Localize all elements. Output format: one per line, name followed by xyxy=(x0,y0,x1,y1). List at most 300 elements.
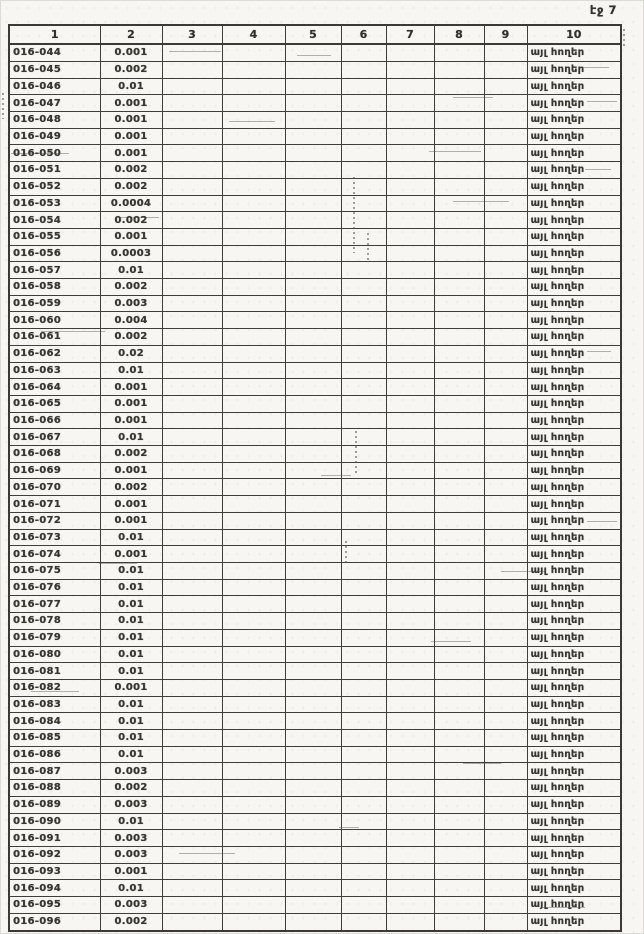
cell-empty xyxy=(162,746,222,763)
table-row xyxy=(9,846,621,863)
cell-empty xyxy=(484,713,527,730)
cell-empty xyxy=(341,61,386,78)
cell-empty xyxy=(285,128,341,145)
table-row xyxy=(9,613,621,630)
cell-empty xyxy=(222,112,285,129)
cell-empty xyxy=(386,713,434,730)
cell-empty xyxy=(386,546,434,563)
cell-empty xyxy=(285,112,341,129)
cell-empty xyxy=(162,629,222,646)
cell-area-value: 0.001 xyxy=(100,228,162,245)
cell-empty xyxy=(434,730,484,747)
cell-empty xyxy=(222,679,285,696)
cell-parcel-code: 016-077 xyxy=(9,596,100,613)
cell-empty xyxy=(162,362,222,379)
cell-empty xyxy=(386,613,434,630)
cell-empty xyxy=(162,763,222,780)
cell-empty xyxy=(285,512,341,529)
cell-empty xyxy=(434,813,484,830)
cell-empty xyxy=(341,479,386,496)
scan-smudge xyxy=(623,29,625,47)
cell-empty xyxy=(434,897,484,914)
cell-empty xyxy=(484,95,527,112)
cell-empty xyxy=(434,846,484,863)
cell-empty xyxy=(434,713,484,730)
cell-empty xyxy=(341,846,386,863)
cell-empty xyxy=(162,145,222,162)
cell-empty xyxy=(386,178,434,195)
cell-empty xyxy=(341,813,386,830)
cell-empty xyxy=(285,395,341,412)
table-row xyxy=(9,596,621,613)
cell-empty xyxy=(341,412,386,429)
cell-land-type: այլ հողեր xyxy=(527,646,621,663)
cell-land-type: այլ հողեր xyxy=(527,696,621,713)
cell-empty xyxy=(434,496,484,513)
cell-empty xyxy=(386,897,434,914)
cell-empty xyxy=(386,596,434,613)
cell-area-value: 0.002 xyxy=(100,178,162,195)
cell-area-value: 0.001 xyxy=(100,145,162,162)
cell-parcel-code: 016-066 xyxy=(9,412,100,429)
cell-land-type: այլ հողեր xyxy=(527,329,621,346)
cell-empty xyxy=(222,295,285,312)
cell-empty xyxy=(434,429,484,446)
cell-empty xyxy=(162,596,222,613)
cell-empty xyxy=(285,763,341,780)
cell-empty xyxy=(162,61,222,78)
cell-parcel-code: 016-093 xyxy=(9,863,100,880)
cell-area-value: 0.002 xyxy=(100,479,162,496)
cell-empty xyxy=(386,629,434,646)
cell-empty xyxy=(434,863,484,880)
cell-empty xyxy=(434,529,484,546)
cell-empty xyxy=(386,44,434,61)
cell-empty xyxy=(341,897,386,914)
cell-parcel-code: 016-058 xyxy=(9,279,100,296)
cell-empty xyxy=(434,462,484,479)
cell-empty xyxy=(162,345,222,362)
table-row xyxy=(9,395,621,412)
cell-empty xyxy=(341,763,386,780)
cell-empty xyxy=(434,329,484,346)
cell-empty xyxy=(484,496,527,513)
cell-area-value: 0.002 xyxy=(100,780,162,797)
cell-parcel-code: 016-092 xyxy=(9,846,100,863)
cell-parcel-code: 016-073 xyxy=(9,529,100,546)
cell-empty xyxy=(222,212,285,229)
cell-empty xyxy=(484,629,527,646)
table-row xyxy=(9,863,621,880)
cell-parcel-code: 016-081 xyxy=(9,663,100,680)
cell-empty xyxy=(222,479,285,496)
cell-area-value: 0.002 xyxy=(100,446,162,463)
cell-empty xyxy=(341,262,386,279)
cell-empty xyxy=(341,379,386,396)
cell-empty xyxy=(162,679,222,696)
cell-parcel-code: 016-051 xyxy=(9,162,100,179)
cell-empty xyxy=(285,679,341,696)
cell-parcel-code: 016-055 xyxy=(9,228,100,245)
cell-empty xyxy=(341,245,386,262)
table-row xyxy=(9,780,621,797)
cell-parcel-code: 016-090 xyxy=(9,813,100,830)
cell-empty xyxy=(434,212,484,229)
cell-empty xyxy=(285,312,341,329)
cell-empty xyxy=(484,212,527,229)
cell-empty xyxy=(386,880,434,897)
cell-empty xyxy=(162,379,222,396)
cell-empty xyxy=(434,61,484,78)
cell-empty xyxy=(162,846,222,863)
cell-land-type: այլ հողեր xyxy=(527,446,621,463)
cell-land-type: այլ հողեր xyxy=(527,746,621,763)
table-row xyxy=(9,763,621,780)
cell-empty xyxy=(434,345,484,362)
cell-empty xyxy=(162,897,222,914)
cell-empty xyxy=(484,312,527,329)
land-register-table xyxy=(8,24,622,932)
cell-empty xyxy=(162,295,222,312)
cell-empty xyxy=(341,646,386,663)
cell-empty xyxy=(285,780,341,797)
column-header-10: 10 xyxy=(527,25,621,44)
cell-empty xyxy=(341,362,386,379)
cell-empty xyxy=(386,262,434,279)
cell-area-value: 0.003 xyxy=(100,763,162,780)
cell-empty xyxy=(434,44,484,61)
cell-empty xyxy=(162,780,222,797)
cell-parcel-code: 016-061 xyxy=(9,329,100,346)
cell-empty xyxy=(386,446,434,463)
cell-empty xyxy=(222,562,285,579)
cell-empty xyxy=(484,479,527,496)
cell-land-type: այլ հողեր xyxy=(527,44,621,61)
cell-land-type: այլ հողեր xyxy=(527,579,621,596)
cell-empty xyxy=(222,663,285,680)
cell-parcel-code: 016-070 xyxy=(9,479,100,496)
cell-empty xyxy=(386,95,434,112)
cell-empty xyxy=(222,195,285,212)
cell-empty xyxy=(484,345,527,362)
cell-area-value: 0.01 xyxy=(100,579,162,596)
cell-area-value: 0.003 xyxy=(100,830,162,847)
cell-land-type: այլ հողեր xyxy=(527,95,621,112)
cell-empty xyxy=(386,345,434,362)
cell-empty xyxy=(162,279,222,296)
cell-empty xyxy=(386,245,434,262)
cell-land-type: այլ հողեր xyxy=(527,128,621,145)
column-header-9: 9 xyxy=(484,25,527,44)
cell-land-type: այլ հողեր xyxy=(527,212,621,229)
cell-empty xyxy=(162,830,222,847)
cell-parcel-code: 016-056 xyxy=(9,245,100,262)
cell-empty xyxy=(484,462,527,479)
cell-empty xyxy=(341,546,386,563)
cell-empty xyxy=(386,562,434,579)
table-row xyxy=(9,880,621,897)
cell-land-type: այլ հողեր xyxy=(527,279,621,296)
cell-empty xyxy=(162,429,222,446)
table-row xyxy=(9,646,621,663)
cell-empty xyxy=(222,746,285,763)
cell-area-value: 0.01 xyxy=(100,730,162,747)
cell-empty xyxy=(386,679,434,696)
cell-empty xyxy=(386,663,434,680)
cell-empty xyxy=(162,880,222,897)
cell-empty xyxy=(222,462,285,479)
cell-land-type: այլ հողեր xyxy=(527,78,621,95)
cell-empty xyxy=(386,162,434,179)
cell-land-type: այլ հողեր xyxy=(527,613,621,630)
cell-empty xyxy=(162,312,222,329)
cell-empty xyxy=(434,679,484,696)
cell-empty xyxy=(386,312,434,329)
cell-area-value: 0.002 xyxy=(100,913,162,931)
cell-empty xyxy=(484,145,527,162)
cell-empty xyxy=(285,663,341,680)
cell-empty xyxy=(162,546,222,563)
table-row xyxy=(9,362,621,379)
cell-parcel-code: 016-049 xyxy=(9,128,100,145)
cell-empty xyxy=(285,195,341,212)
table-row xyxy=(9,128,621,145)
cell-empty xyxy=(386,579,434,596)
cell-empty xyxy=(285,546,341,563)
cell-area-value: 0.002 xyxy=(100,162,162,179)
cell-parcel-code: 016-062 xyxy=(9,345,100,362)
cell-parcel-code: 016-079 xyxy=(9,629,100,646)
table-row xyxy=(9,479,621,496)
table-row xyxy=(9,61,621,78)
cell-empty xyxy=(484,880,527,897)
cell-parcel-code: 016-064 xyxy=(9,379,100,396)
cell-parcel-code: 016-069 xyxy=(9,462,100,479)
cell-empty xyxy=(222,362,285,379)
cell-area-value: 0.01 xyxy=(100,78,162,95)
cell-empty xyxy=(434,395,484,412)
cell-empty xyxy=(484,596,527,613)
cell-empty xyxy=(162,730,222,747)
cell-empty xyxy=(434,696,484,713)
cell-empty xyxy=(222,730,285,747)
cell-empty xyxy=(484,178,527,195)
cell-area-value: 0.001 xyxy=(100,95,162,112)
cell-area-value: 0.01 xyxy=(100,629,162,646)
cell-empty xyxy=(285,880,341,897)
cell-empty xyxy=(341,462,386,479)
cell-empty xyxy=(222,279,285,296)
cell-empty xyxy=(285,329,341,346)
cell-empty xyxy=(341,112,386,129)
table-row xyxy=(9,713,621,730)
table-row xyxy=(9,462,621,479)
cell-empty xyxy=(434,312,484,329)
cell-empty xyxy=(386,696,434,713)
cell-empty xyxy=(341,345,386,362)
cell-empty xyxy=(285,646,341,663)
cell-empty xyxy=(434,379,484,396)
table-row xyxy=(9,730,621,747)
cell-empty xyxy=(341,195,386,212)
cell-empty xyxy=(222,312,285,329)
cell-land-type: այլ հողեր xyxy=(527,178,621,195)
cell-empty xyxy=(285,629,341,646)
cell-empty xyxy=(162,529,222,546)
cell-empty xyxy=(341,329,386,346)
cell-empty xyxy=(162,412,222,429)
cell-empty xyxy=(162,579,222,596)
cell-empty xyxy=(162,713,222,730)
cell-empty xyxy=(341,696,386,713)
cell-empty xyxy=(162,95,222,112)
cell-parcel-code: 016-086 xyxy=(9,746,100,763)
table-row xyxy=(9,178,621,195)
table-row xyxy=(9,95,621,112)
cell-empty xyxy=(484,245,527,262)
cell-empty xyxy=(434,613,484,630)
cell-area-value: 0.01 xyxy=(100,596,162,613)
cell-empty xyxy=(484,646,527,663)
cell-empty xyxy=(162,496,222,513)
cell-area-value: 0.001 xyxy=(100,512,162,529)
cell-empty xyxy=(386,496,434,513)
scan-smudge xyxy=(2,93,4,119)
cell-empty xyxy=(341,212,386,229)
cell-empty xyxy=(484,78,527,95)
cell-empty xyxy=(162,913,222,931)
cell-empty xyxy=(386,646,434,663)
cell-empty xyxy=(484,730,527,747)
cell-empty xyxy=(434,195,484,212)
cell-empty xyxy=(285,562,341,579)
cell-empty xyxy=(285,813,341,830)
cell-empty xyxy=(341,145,386,162)
cell-empty xyxy=(222,596,285,613)
cell-empty xyxy=(222,813,285,830)
cell-empty xyxy=(341,679,386,696)
cell-empty xyxy=(434,546,484,563)
cell-parcel-code: 016-091 xyxy=(9,830,100,847)
cell-empty xyxy=(162,329,222,346)
cell-parcel-code: 016-065 xyxy=(9,395,100,412)
cell-empty xyxy=(434,913,484,931)
cell-empty xyxy=(484,913,527,931)
cell-empty xyxy=(386,763,434,780)
cell-area-value: 0.001 xyxy=(100,395,162,412)
cell-empty xyxy=(484,613,527,630)
cell-area-value: 0.01 xyxy=(100,713,162,730)
cell-empty xyxy=(386,78,434,95)
cell-empty xyxy=(222,846,285,863)
cell-empty xyxy=(434,145,484,162)
cell-empty xyxy=(434,228,484,245)
cell-land-type: այլ հողեր xyxy=(527,596,621,613)
cell-empty xyxy=(341,529,386,546)
table-row xyxy=(9,78,621,95)
cell-empty xyxy=(285,830,341,847)
cell-empty xyxy=(285,262,341,279)
cell-empty xyxy=(162,178,222,195)
cell-empty xyxy=(341,863,386,880)
column-header-4: 4 xyxy=(222,25,285,44)
cell-empty xyxy=(162,813,222,830)
cell-empty xyxy=(484,162,527,179)
cell-parcel-code: 016-074 xyxy=(9,546,100,563)
table-row xyxy=(9,679,621,696)
cell-empty xyxy=(341,78,386,95)
cell-empty xyxy=(285,145,341,162)
cell-empty xyxy=(386,830,434,847)
cell-land-type: այլ հողեր xyxy=(527,562,621,579)
table-row xyxy=(9,379,621,396)
cell-empty xyxy=(386,780,434,797)
cell-land-type: այլ հողեր xyxy=(527,245,621,262)
cell-empty xyxy=(434,279,484,296)
cell-land-type: այլ հողեր xyxy=(527,195,621,212)
column-header-2: 2 xyxy=(100,25,162,44)
column-header-5: 5 xyxy=(285,25,341,44)
cell-empty xyxy=(222,44,285,61)
cell-empty xyxy=(222,546,285,563)
cell-land-type: այլ հողեր xyxy=(527,679,621,696)
cell-empty xyxy=(434,295,484,312)
cell-empty xyxy=(386,228,434,245)
cell-empty xyxy=(341,830,386,847)
cell-empty xyxy=(434,830,484,847)
cell-parcel-code: 016-045 xyxy=(9,61,100,78)
cell-empty xyxy=(484,579,527,596)
cell-empty xyxy=(341,95,386,112)
cell-empty xyxy=(222,61,285,78)
cell-empty xyxy=(484,329,527,346)
cell-empty xyxy=(434,880,484,897)
cell-parcel-code: 016-080 xyxy=(9,646,100,663)
cell-empty xyxy=(386,61,434,78)
cell-empty xyxy=(434,512,484,529)
cell-empty xyxy=(484,780,527,797)
cell-parcel-code: 016-078 xyxy=(9,613,100,630)
cell-empty xyxy=(484,429,527,446)
cell-empty xyxy=(285,913,341,931)
cell-area-value: 0.0003 xyxy=(100,245,162,262)
cell-empty xyxy=(222,496,285,513)
cell-parcel-code: 016-050 xyxy=(9,145,100,162)
cell-empty xyxy=(222,830,285,847)
table-row xyxy=(9,295,621,312)
cell-area-value: 0.003 xyxy=(100,846,162,863)
cell-empty xyxy=(434,78,484,95)
cell-area-value: 0.01 xyxy=(100,362,162,379)
cell-parcel-code: 016-068 xyxy=(9,446,100,463)
cell-area-value: 0.01 xyxy=(100,613,162,630)
cell-area-value: 0.01 xyxy=(100,562,162,579)
cell-empty xyxy=(484,846,527,863)
cell-empty xyxy=(341,162,386,179)
cell-empty xyxy=(222,329,285,346)
cell-area-value: 0.01 xyxy=(100,262,162,279)
column-header-1: 1 xyxy=(9,25,100,44)
cell-empty xyxy=(386,379,434,396)
cell-empty xyxy=(222,395,285,412)
cell-empty xyxy=(484,362,527,379)
cell-land-type: այլ հողեր xyxy=(527,846,621,863)
cell-area-value: 0.01 xyxy=(100,813,162,830)
column-header-3: 3 xyxy=(162,25,222,44)
cell-empty xyxy=(222,345,285,362)
cell-land-type: այլ հողեր xyxy=(527,763,621,780)
cell-empty xyxy=(285,446,341,463)
